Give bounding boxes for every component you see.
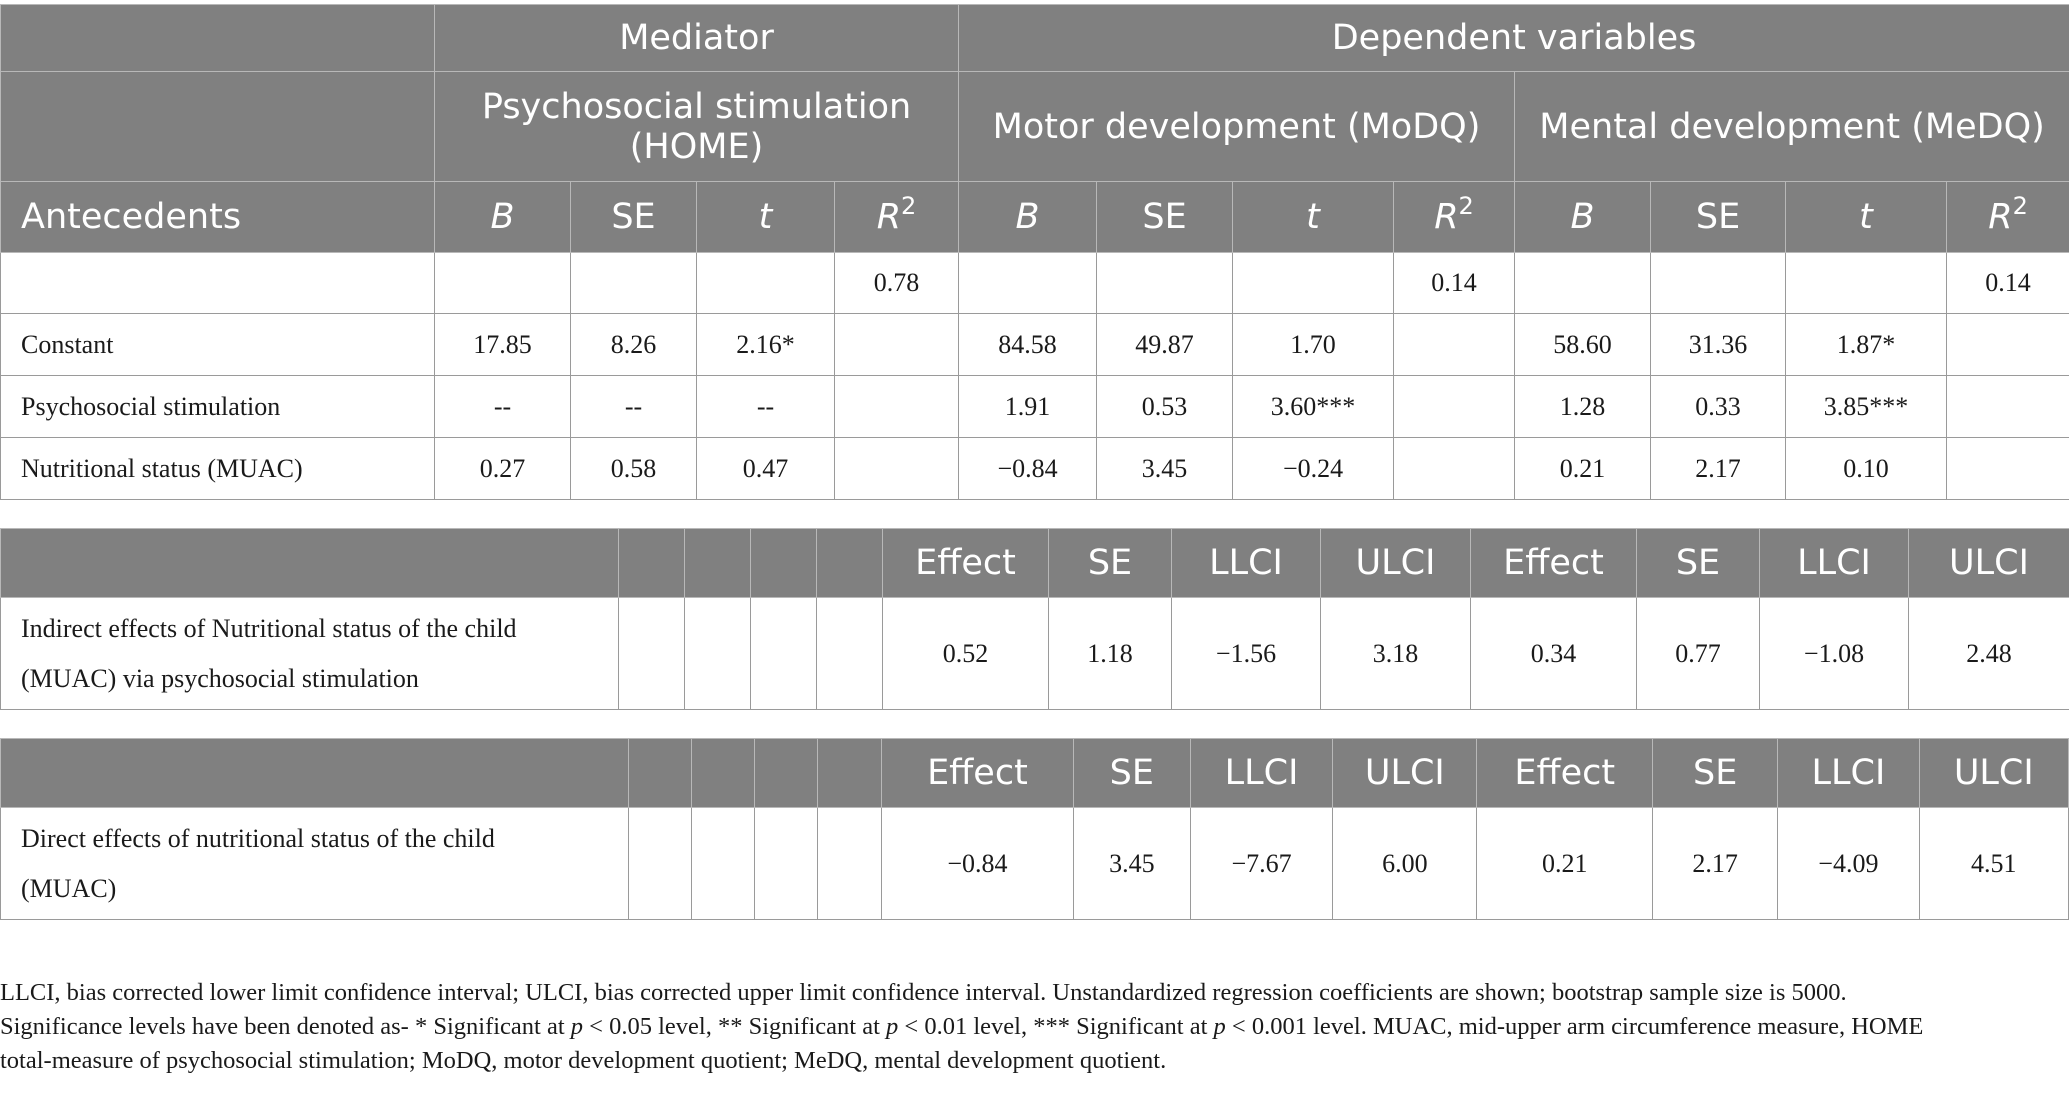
cell: −1.08 <box>1760 598 1909 710</box>
cell: 84.58 <box>959 314 1097 376</box>
col-se: SE <box>571 182 697 253</box>
col-llci: LLCI <box>1172 529 1321 598</box>
table-row <box>1 438 2069 500</box>
footnote-line: total-measure of psychosocial stimulation; MoDQ, motor development quotient; MeDQ, mental development quotient. <box>0 1047 1167 1074</box>
col-b: B <box>1515 182 1651 253</box>
header-blank <box>1 739 629 808</box>
col-effect: Effect <box>882 739 1074 808</box>
cell <box>685 598 751 710</box>
table-row <box>1 808 2069 920</box>
cell: 3.45 <box>1097 438 1233 500</box>
row-label: Nutritional status (MUAC) <box>1 438 435 500</box>
table-row <box>1 598 2069 710</box>
indirect-effects-table <box>0 528 2069 710</box>
cell: 2.16* <box>697 314 835 376</box>
cell: -- <box>571 376 697 438</box>
cell <box>1947 438 2069 500</box>
cell <box>835 376 959 438</box>
header-blank <box>1 72 435 182</box>
cell <box>692 808 755 920</box>
col-ulci: ULCI <box>1321 529 1471 598</box>
cell: 1.87* <box>1786 314 1947 376</box>
cell: 17.85 <box>435 314 571 376</box>
cell: 0.21 <box>1515 438 1651 500</box>
row-label: Direct effects of nutritional status of the child (MUAC) <box>1 808 629 920</box>
cell: −0.84 <box>959 438 1097 500</box>
col-se: SE <box>1653 739 1778 808</box>
col-ulci: ULCI <box>1333 739 1477 808</box>
col-t: t <box>1786 182 1947 253</box>
sub-header-modq: Motor development (MoDQ) <box>959 72 1515 182</box>
cell: 0.77 <box>1637 598 1760 710</box>
header-blank <box>1 5 435 72</box>
col-r2: $R^2$ <box>1947 182 2069 253</box>
row-label: Constant <box>1 314 435 376</box>
footnote-line: Significance levels have been denoted as- * Significant at p < 0.05 level, ** Significant at p < 0.01 level, *** Significant at p < 0.001 level. MUAC, mid-upper arm circumference measure, HOME <box>0 1013 1924 1040</box>
col-r2: $R^2$ <box>835 182 959 253</box>
cell: 4.51 <box>1919 808 2068 920</box>
cell: 49.87 <box>1097 314 1233 376</box>
cell: −1.56 <box>1172 598 1321 710</box>
cell: 3.18 <box>1321 598 1471 710</box>
cell: 0.27 <box>435 438 571 500</box>
cell <box>1394 314 1515 376</box>
antecedents-header: Antecedents <box>1 182 435 253</box>
header-blank <box>619 529 685 598</box>
cell <box>697 253 835 314</box>
cell: 0.78 <box>835 253 959 314</box>
header-blank <box>751 529 817 598</box>
cell: 2.17 <box>1653 808 1778 920</box>
header-blank <box>692 739 755 808</box>
col-ulci: ULCI <box>1909 529 2069 598</box>
table-row <box>1 314 2069 376</box>
cell: 0.34 <box>1471 598 1637 710</box>
cell: 0.21 <box>1477 808 1653 920</box>
col-b: B <box>435 182 571 253</box>
cell <box>628 808 692 920</box>
group-dependent-variables: Dependent variables <box>959 5 2069 72</box>
cell <box>1233 253 1394 314</box>
col-se: SE <box>1651 182 1786 253</box>
cell: 0.14 <box>1394 253 1515 314</box>
col-effect: Effect <box>883 529 1049 598</box>
cell: 0.14 <box>1947 253 2069 314</box>
col-r2: $R^2$ <box>1394 182 1515 253</box>
cell: 1.18 <box>1049 598 1172 710</box>
sub-header-home: Psychosocial stimulation (HOME) <box>435 72 959 182</box>
cell: 8.26 <box>571 314 697 376</box>
col-b: B <box>959 182 1097 253</box>
sub-header-medq: Mental development (MeDQ) <box>1515 72 2069 182</box>
col-t: t <box>697 182 835 253</box>
cell <box>754 808 818 920</box>
col-t: t <box>1233 182 1394 253</box>
cell <box>1394 438 1515 500</box>
cell: 0.52 <box>883 598 1049 710</box>
cell: 3.45 <box>1073 808 1190 920</box>
cell <box>1947 314 2069 376</box>
col-ulci: ULCI <box>1919 739 2068 808</box>
cell: -- <box>697 376 835 438</box>
header-blank <box>685 529 751 598</box>
regression-table <box>0 4 2069 500</box>
cell: −0.84 <box>882 808 1074 920</box>
cell <box>1947 376 2069 438</box>
cell <box>1097 253 1233 314</box>
cell <box>835 438 959 500</box>
cell: 0.47 <box>697 438 835 500</box>
col-se: SE <box>1637 529 1760 598</box>
group-mediator: Mediator <box>435 5 959 72</box>
table-footnotes <box>0 976 2066 1078</box>
col-effect: Effect <box>1471 529 1637 598</box>
col-se: SE <box>1049 529 1172 598</box>
row-label: Indirect effects of Nutritional status of the child (MUAC) via psychosocial stimulation <box>1 598 619 710</box>
header-blank <box>628 739 692 808</box>
cell: 6.00 <box>1333 808 1477 920</box>
col-llci: LLCI <box>1760 529 1909 598</box>
cell <box>818 808 882 920</box>
cell: -- <box>435 376 571 438</box>
header-blank <box>1 529 619 598</box>
cell: 1.70 <box>1233 314 1394 376</box>
cell <box>1394 376 1515 438</box>
row-label <box>1 253 435 314</box>
col-se: SE <box>1073 739 1190 808</box>
cell: −7.67 <box>1190 808 1332 920</box>
header-blank <box>817 529 883 598</box>
col-effect: Effect <box>1477 739 1653 808</box>
cell <box>817 598 883 710</box>
direct-effects-table <box>0 738 2069 920</box>
cell: 1.91 <box>959 376 1097 438</box>
cell <box>1786 253 1947 314</box>
cell: 58.60 <box>1515 314 1651 376</box>
cell <box>435 253 571 314</box>
cell: 31.36 <box>1651 314 1786 376</box>
cell: 0.53 <box>1097 376 1233 438</box>
row-label: Psychosocial stimulation <box>1 376 435 438</box>
table-row <box>1 376 2069 438</box>
cell: 1.28 <box>1515 376 1651 438</box>
cell: 3.85*** <box>1786 376 1947 438</box>
cell <box>1515 253 1651 314</box>
cell <box>959 253 1097 314</box>
cell: −4.09 <box>1778 808 1919 920</box>
cell: 0.10 <box>1786 438 1947 500</box>
col-llci: LLCI <box>1778 739 1919 808</box>
cell: −0.24 <box>1233 438 1394 500</box>
cell: 3.60*** <box>1233 376 1394 438</box>
cell <box>835 314 959 376</box>
cell: 0.58 <box>571 438 697 500</box>
cell <box>619 598 685 710</box>
header-blank <box>818 739 882 808</box>
col-se: SE <box>1097 182 1233 253</box>
cell: 0.33 <box>1651 376 1786 438</box>
header-blank <box>754 739 818 808</box>
cell: 2.48 <box>1909 598 2069 710</box>
col-llci: LLCI <box>1190 739 1332 808</box>
footnote-line: LLCI, bias corrected lower limit confidence interval; ULCI, bias corrected upper limit confidence interval. Unstandardized regression coefficients are shown; bootstrap sample size is 5000. <box>0 979 1847 1006</box>
cell <box>751 598 817 710</box>
table-row <box>1 253 2069 314</box>
cell <box>571 253 697 314</box>
cell: 2.17 <box>1651 438 1786 500</box>
cell <box>1651 253 1786 314</box>
